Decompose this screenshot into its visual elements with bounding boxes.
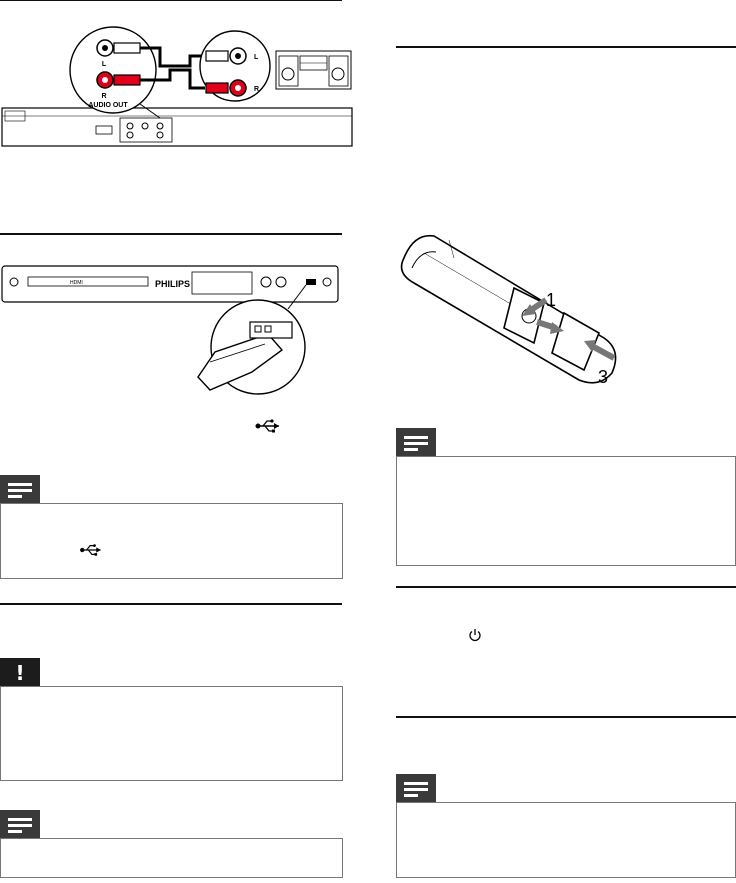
note-icon: [0, 810, 40, 838]
section-rule-audio: [0, 0, 342, 1]
right-jack-label: R: [101, 93, 107, 100]
section-rule-power: [396, 586, 736, 588]
remote-battery-figure: [394, 228, 634, 388]
step-3-label: 3: [598, 367, 609, 387]
warning-box: [0, 686, 343, 781]
usb-connection-figure: [0, 262, 345, 402]
warning-icon: !: [0, 658, 40, 686]
note-box-usb: [0, 503, 343, 579]
note-box-right-bottom: [396, 802, 736, 878]
usb-icon: [78, 543, 104, 557]
disc-tray-label: HDMI: [70, 280, 83, 286]
audio-connection-figure: [0, 18, 356, 153]
audio-out-label: AUDIO OUT: [88, 102, 128, 109]
note-box-left-bottom: [0, 838, 343, 878]
power-icon: [468, 628, 482, 642]
amp-right-label: R: [254, 86, 260, 93]
note-box-battery: [396, 456, 736, 566]
note-icon: [396, 428, 436, 456]
section-rule-remote: [396, 46, 736, 48]
section-rule-right-4: [396, 716, 736, 718]
amp-left-label: L: [254, 54, 259, 61]
section-rule-usb: [0, 233, 342, 235]
left-jack-label: L: [101, 61, 107, 68]
section-rule-3: [0, 603, 342, 605]
usb-icon: [254, 418, 282, 434]
note-icon: [396, 774, 436, 802]
note-icon: [0, 475, 40, 503]
brand-logo: PHILIPS: [155, 279, 191, 289]
step-1-label: 1: [546, 290, 557, 310]
